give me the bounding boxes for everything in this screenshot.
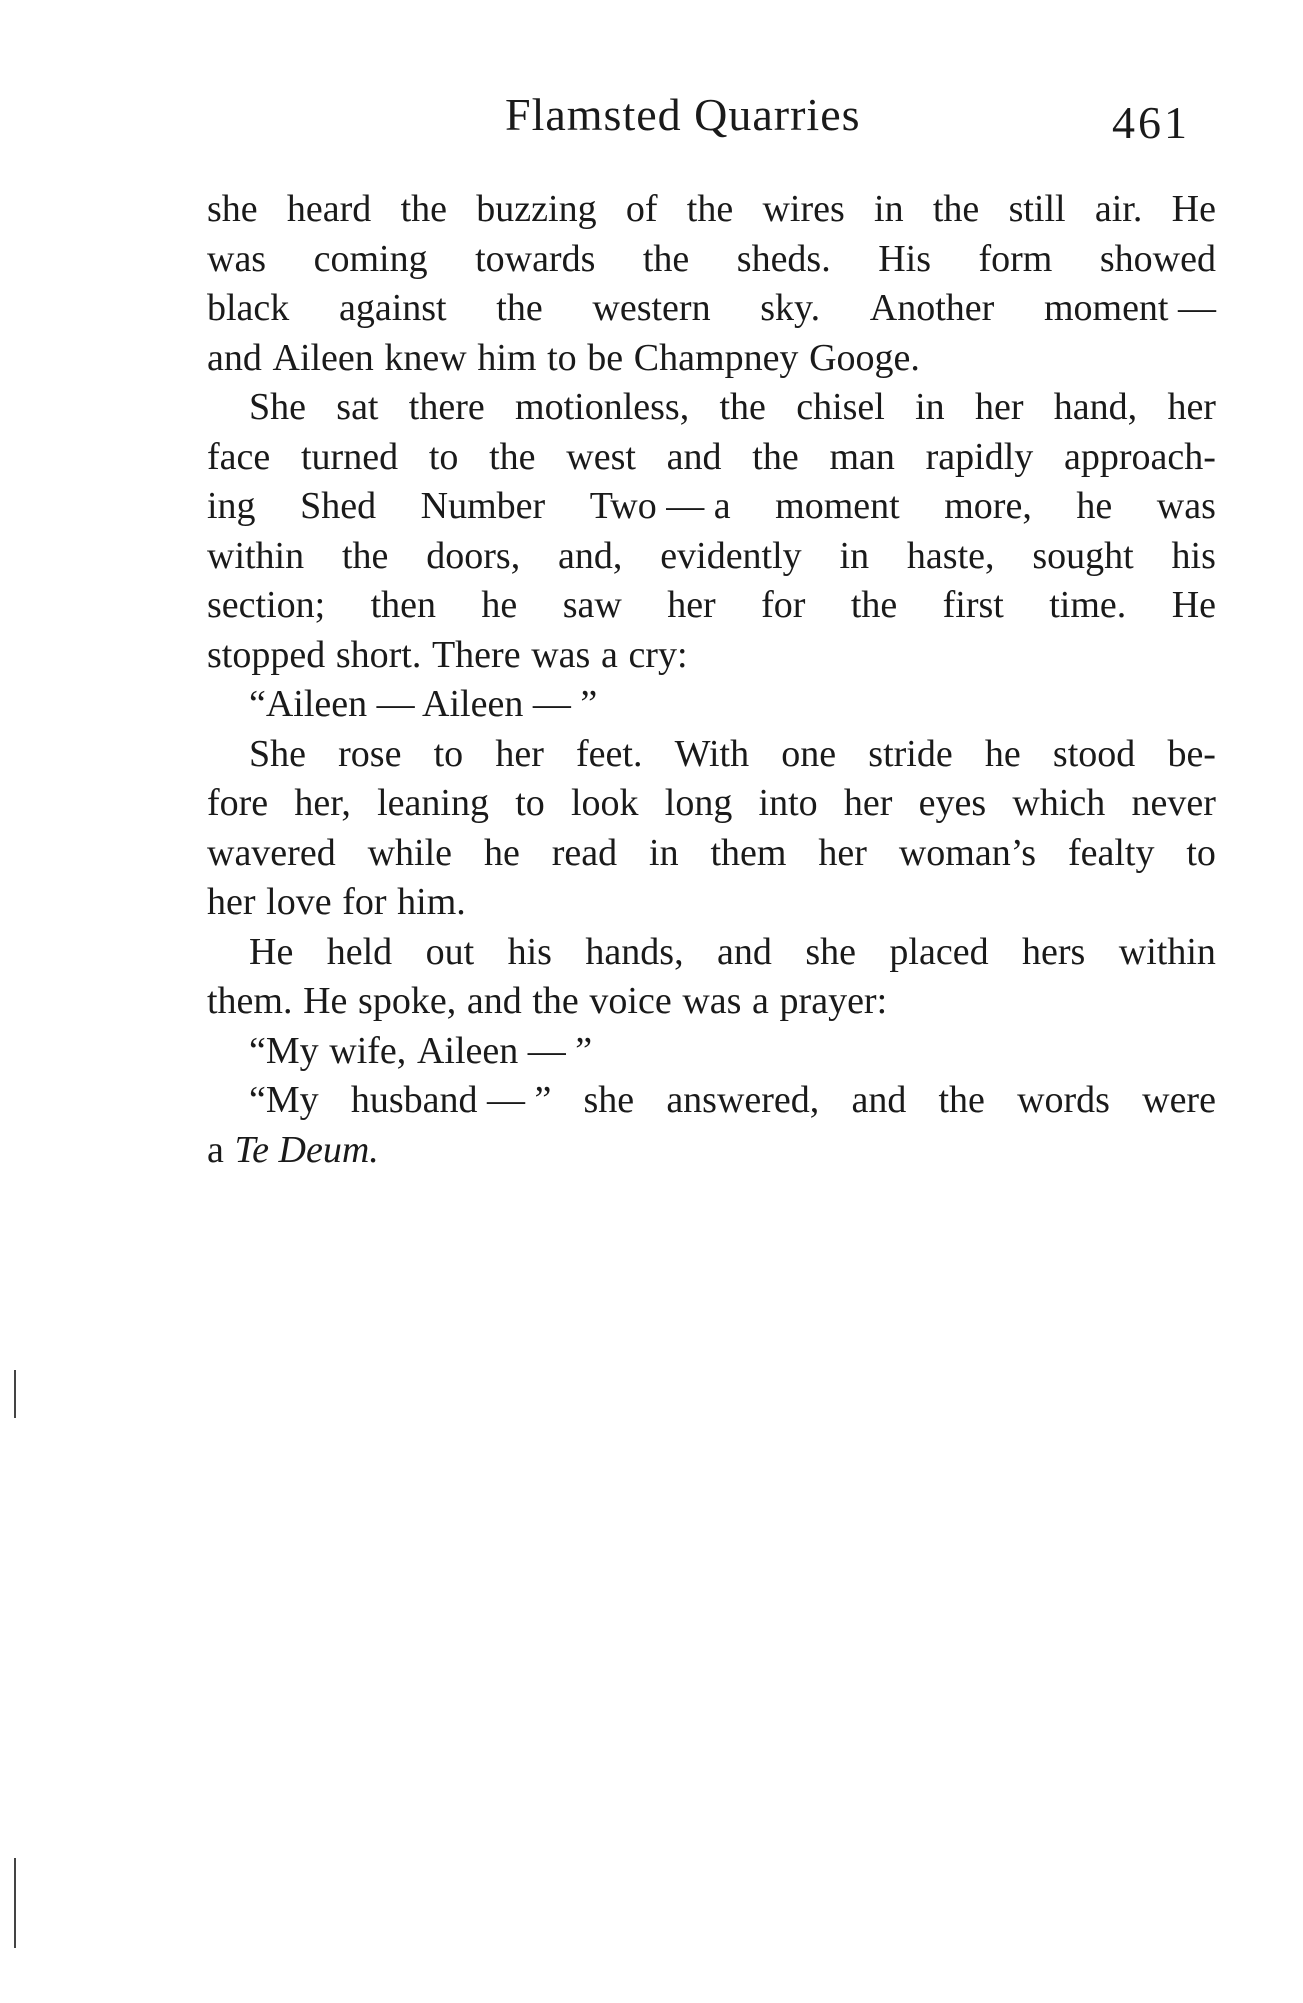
- word: western: [592, 287, 711, 329]
- word: moment: [775, 485, 900, 527]
- word: answered,: [666, 1079, 820, 1121]
- word: her: [974, 386, 1024, 428]
- word: the: [341, 534, 389, 577]
- word: to: [433, 732, 464, 775]
- word: within: [207, 534, 305, 577]
- word: and: [666, 435, 722, 478]
- word: “My: [249, 1029, 319, 1072]
- text-line: [207, 1126, 1216, 1176]
- word: and: [207, 336, 262, 379]
- word: her: [207, 881, 256, 923]
- word: of: [625, 188, 658, 230]
- text-line: [207, 680, 1216, 730]
- text-line: [207, 779, 1216, 829]
- word: stopped: [207, 633, 326, 676]
- text-line: [207, 928, 1216, 978]
- word: He: [1171, 188, 1216, 230]
- word: motionless,: [515, 386, 690, 428]
- word: sought: [1032, 534, 1134, 577]
- word: her: [843, 782, 893, 824]
- word: still: [1008, 188, 1066, 230]
- word: to: [515, 782, 545, 824]
- word: wife,: [329, 1029, 407, 1072]
- word: words: [1017, 1079, 1110, 1121]
- text-line: [207, 334, 1216, 384]
- word: she: [207, 188, 258, 230]
- word: He: [303, 980, 348, 1022]
- word: prayer:: [779, 980, 888, 1022]
- text-line: [207, 730, 1216, 780]
- word: was: [682, 980, 742, 1022]
- word: her: [495, 732, 544, 775]
- word: rose: [338, 732, 402, 775]
- word: wavered: [207, 831, 336, 874]
- word: and: [466, 980, 522, 1022]
- word: knew: [384, 336, 467, 379]
- word: read: [551, 831, 618, 874]
- word: a: [752, 980, 769, 1022]
- word: he: [1076, 485, 1113, 527]
- word: showed: [1099, 237, 1216, 280]
- word: look: [570, 782, 639, 824]
- word: and: [717, 930, 772, 973]
- word: There: [431, 633, 521, 676]
- text-line: [207, 235, 1216, 285]
- word: Two — a: [589, 485, 731, 527]
- word: in: [839, 534, 870, 577]
- word: were: [1142, 1079, 1216, 1121]
- word: long: [664, 782, 733, 824]
- word: love: [266, 881, 332, 923]
- word: Shed: [300, 485, 377, 527]
- text-line: [207, 1076, 1216, 1126]
- italic-phrase: [235, 1126, 379, 1176]
- word: Champney: [633, 336, 799, 379]
- text-line: [207, 631, 1216, 681]
- word: her: [1167, 386, 1216, 428]
- word: in: [915, 386, 945, 428]
- word: leaning: [377, 782, 489, 824]
- word: the: [752, 435, 799, 478]
- word: against: [338, 287, 447, 329]
- word: heard: [286, 188, 372, 230]
- word: the: [850, 584, 898, 626]
- word: the: [489, 435, 536, 478]
- word: With: [674, 732, 750, 775]
- word: chisel: [796, 386, 885, 428]
- text-line: [207, 185, 1216, 235]
- word: held: [326, 930, 393, 973]
- word: to: [428, 435, 459, 478]
- word: face: [207, 435, 271, 478]
- word: the: [938, 1079, 985, 1121]
- word: the: [686, 188, 734, 230]
- word: She: [249, 732, 306, 775]
- word: Aileen: [272, 336, 374, 379]
- text-line: [207, 1027, 1216, 1077]
- word: voice: [589, 980, 672, 1022]
- word: first: [942, 584, 1004, 626]
- word: moment —: [1043, 287, 1216, 329]
- text-line: [207, 532, 1216, 582]
- word: the: [642, 237, 690, 280]
- word: the: [932, 188, 980, 230]
- word: she: [805, 930, 856, 973]
- word: stride: [868, 732, 953, 775]
- word: fore: [207, 782, 269, 824]
- word: approach-: [1064, 435, 1216, 478]
- word: black: [207, 287, 290, 329]
- word: saw: [562, 584, 622, 626]
- word: which: [1012, 782, 1106, 824]
- running-title: Flamsted Quarries: [505, 89, 861, 140]
- word: was: [531, 633, 591, 676]
- gutter-mark: [14, 1370, 16, 1418]
- word: the: [400, 188, 448, 230]
- page-number: 461: [1112, 97, 1190, 148]
- word: towards: [475, 237, 596, 280]
- word: more,: [944, 485, 1032, 527]
- word: the: [719, 386, 766, 428]
- word: sat: [336, 386, 379, 428]
- word: husband — ”: [350, 1079, 552, 1121]
- word: She: [249, 386, 306, 428]
- word: Aileen — ”: [416, 1029, 593, 1072]
- word: short.: [335, 633, 422, 676]
- word: into: [758, 782, 818, 824]
- word: out: [425, 930, 475, 973]
- text-line: [207, 284, 1216, 334]
- word: doors,: [426, 534, 521, 577]
- word: sheds.: [736, 237, 831, 280]
- text-line: [207, 878, 1216, 928]
- word: time.: [1049, 584, 1127, 626]
- word: woman’s: [898, 831, 1037, 874]
- word: the: [496, 287, 543, 329]
- word: wires: [762, 188, 845, 230]
- word: fealty: [1067, 831, 1155, 874]
- word: ing: [207, 485, 256, 527]
- word: one: [781, 732, 837, 775]
- word: section;: [207, 584, 326, 626]
- word: evidently: [660, 534, 802, 577]
- body-text: [207, 185, 1216, 1175]
- word: He: [1171, 584, 1216, 626]
- word: was: [1156, 485, 1216, 527]
- word: he: [984, 732, 1021, 775]
- word: sky.: [760, 287, 821, 329]
- word: turned: [301, 435, 399, 478]
- word: her: [667, 584, 716, 626]
- italic-text: Te Deum.: [234, 1128, 379, 1171]
- gutter-mark: [14, 1858, 16, 1948]
- word: then: [370, 584, 437, 626]
- word: buzzing: [476, 188, 597, 230]
- word: Number: [420, 485, 546, 527]
- text-line: [207, 581, 1216, 631]
- word: them.: [207, 980, 293, 1022]
- word: His: [878, 237, 932, 280]
- word: was: [207, 237, 267, 280]
- word: Googe.: [809, 336, 920, 379]
- word: a: [207, 1128, 224, 1171]
- word: to: [547, 336, 577, 379]
- word: be: [587, 336, 624, 379]
- word: “Aileen — Aileen — ”: [249, 683, 598, 725]
- word: never: [1131, 782, 1216, 824]
- word: He: [249, 930, 294, 973]
- word: stood: [1052, 732, 1136, 775]
- word: the: [532, 980, 579, 1022]
- text-line: [207, 433, 1216, 483]
- word: for: [342, 881, 387, 923]
- word: hand,: [1053, 386, 1138, 428]
- word: Another: [869, 287, 995, 329]
- word: cry:: [628, 633, 688, 676]
- word: to: [1186, 831, 1216, 874]
- word: rapidly: [925, 435, 1034, 478]
- word: his: [507, 930, 552, 973]
- text-line: [207, 383, 1216, 433]
- word: haste,: [906, 534, 995, 577]
- word: coming: [313, 237, 428, 280]
- word: them: [710, 831, 787, 874]
- word: she: [583, 1079, 635, 1121]
- word: “My: [249, 1079, 319, 1121]
- word: his: [1171, 534, 1216, 577]
- word: eyes: [918, 782, 987, 824]
- text-line: [207, 977, 1216, 1027]
- word: and: [851, 1079, 907, 1121]
- word: hands,: [585, 930, 684, 973]
- word: a: [600, 633, 618, 676]
- text-line: [207, 829, 1216, 879]
- word: within: [1118, 930, 1216, 973]
- word: west: [566, 435, 636, 478]
- word: and,: [558, 534, 623, 577]
- word: spoke,: [358, 980, 457, 1022]
- word: feet.: [576, 732, 643, 775]
- word: be-: [1167, 732, 1216, 775]
- word: he: [483, 831, 520, 874]
- word: placed: [889, 930, 989, 973]
- word: hers: [1022, 930, 1086, 973]
- word: him.: [397, 881, 466, 923]
- word: her: [818, 831, 867, 874]
- text-line: [207, 482, 1216, 532]
- word: him: [477, 336, 537, 379]
- word: air.: [1094, 188, 1143, 230]
- word: while: [367, 831, 453, 874]
- word: there: [408, 386, 485, 428]
- word: in: [874, 188, 904, 230]
- word: he: [481, 584, 518, 626]
- word: man: [829, 435, 895, 478]
- word: form: [978, 237, 1053, 280]
- word: her,: [294, 782, 351, 824]
- word: for: [761, 584, 806, 626]
- word: in: [649, 831, 679, 874]
